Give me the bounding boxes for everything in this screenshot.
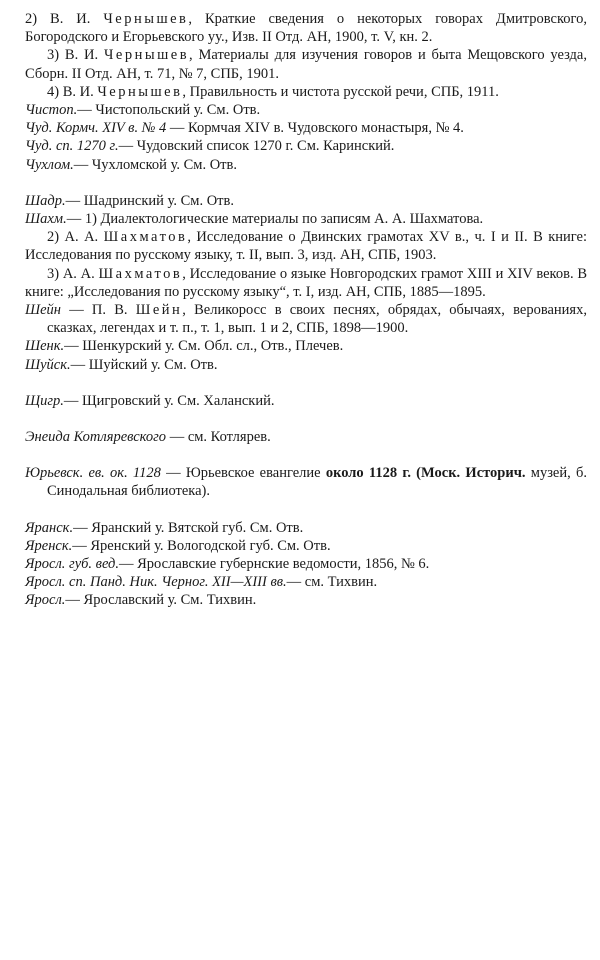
abbreviation-term: Шахм. [25,211,67,228]
abbreviation-term: Яранск. [25,519,74,536]
entry-text: — Ярославские губернские ведомости, 1856, № 6. [119,556,430,573]
abbreviation-entry [25,555,587,573]
author-name: Чернышев [103,47,190,64]
abbreviation-entry [25,591,587,609]
entry-text: — см. Тихвин. [286,574,378,591]
entry-text: — Юрьевское евангелие [160,465,326,482]
entry-text: , Правильность и чистота русской речи, СПБ, 1911. [182,83,499,100]
abbreviation-term: Щигр. [25,392,64,409]
entry-text: — Шадринский у. См. Отв. [65,192,234,209]
entry-text: — Щигровский у. См. Халанский. [63,392,275,409]
abbreviation-term: Яросл. [25,592,66,609]
entry-text: — см. Котлярев. [166,429,271,446]
entry-text: 2) В. И. [25,11,104,27]
abbreviation-term: Шейн [25,302,62,319]
abbreviation-term: Чуд. Кормч. XIV в. № 4 [25,120,167,137]
abbreviation-entry [25,101,587,119]
entry-text: — Яренский у. Вологодской губ. См. Отв. [72,537,331,554]
abbreviation-term: Яросл. губ. вед. [25,556,120,573]
entry-text: — П. В. [61,302,136,319]
author-name: Шейн [135,302,183,319]
section-gap [25,174,587,192]
abbreviation-entry [25,119,587,137]
author-name: Чернышев [103,11,189,27]
entry-text: 3) В. И. [47,47,104,64]
abbreviation-entry [25,464,587,500]
section-gap [25,410,587,428]
entry-text: 4) В. И. [47,83,98,100]
abbreviation-term: Яренск. [25,537,73,554]
entry-text: — Яранский у. Вятской губ. См. Отв. [73,519,304,536]
entry-text: — Чухломской у. См. Отв. [73,156,237,173]
author-name: Шахматов [98,265,183,282]
entry-text: , Исследование о языке Новгородских грамот XIII и XIV веков. В книге: „Исследования по русскому языку“, т. I, изд. АН, СПБ, 1885—1895. [25,265,587,300]
author-name: Чернышев [97,83,183,100]
entry-text: , Исследование о Двинских грамотах XV в., ч. I и II. В книге: Исследования по русскому языку, т. II, вып. 3, изд. АН, СПБ, 1903. [25,229,587,264]
abbreviation-entry [25,301,587,337]
abbreviation-entry [25,573,587,591]
entry-text: 3) А. А. [47,265,99,282]
abbreviation-entry [25,156,587,174]
entry-text: — 1) Диалектологические материалы по записям А. А. Шахматова. [66,211,484,228]
abbreviation-term: Шадр. [25,192,66,209]
entry-text: — Ярославский у. См. Тихвин. [65,592,257,609]
abbreviation-term: Чуд. сп. 1270 г. [25,138,119,155]
abbreviation-term: Чистоп. [25,102,78,119]
entry-text: музей, б. Синодальная библиотека). [47,465,587,500]
section-gap [25,446,587,464]
entry-text: 2) А. А. [47,229,104,246]
abbreviation-term: Энеида Котляревского [25,429,167,446]
abbreviation-term: Юрьевск. ев. ок. 1128 [25,465,161,482]
abbreviation-entry [25,428,587,446]
entry-text: — Чудовский список 1270 г. См. Каринский. [118,138,395,155]
abbreviation-entry [25,137,587,155]
entry-text: , Великоросс в своих песнях, обрядах, обычаях, верованиях, сказках, легендах и т. п., т. 1, вып. 1 и 2, СПБ, 1898—1900. [47,302,587,337]
abbreviation-term: Яросл. сп. Панд. Ник. Черног. XII—XIII вв. [25,574,287,591]
abbreviation-term: Шенк. [25,338,65,355]
entry-text: — Шуйский у. См. Отв. [70,356,218,373]
entry-text: — Кормчая XIV в. Чудовского монастыря, № 4. [166,120,464,137]
author-name: Шахматов [103,229,188,246]
abbreviation-entry [25,192,587,210]
reference-entry [25,265,587,301]
section-gap [25,374,587,392]
reference-entry [25,46,587,82]
reference-entry [25,83,587,101]
entry-text: около 1128 г. (Моск. Историч. [325,465,526,482]
abbreviation-entry [25,392,587,410]
entry-text: , Материалы для изучения говоров и быта Мещовского уезда, Сборн. II Отд. АН, т. 71, № 7, СПБ, 1901. [25,47,587,82]
abbreviation-term: Шуйск. [25,356,71,373]
entry-text: — Шенкурский у. См. Обл. сл., Отв., Плечев. [64,338,344,355]
reference-entry [25,228,587,264]
entry-text: , Краткие сведения о некоторых говорах Дмитровского, Богородского и Егорьевского уу., Изв. II Отд. АН, 1900, т. V, кн. 2. [25,11,587,46]
section-gap [25,501,587,519]
abbreviation-entry [25,356,587,374]
reference-entry [25,10,587,46]
abbreviation-entry [25,337,587,355]
entry-text: — Чистопольский у. См. Отв. [77,102,261,119]
abbreviation-entry [25,537,587,555]
abbreviation-entry [25,519,587,537]
abbreviation-term: Чухлом. [25,156,74,173]
abbreviation-entry [25,210,587,228]
abbreviation-list [25,10,587,610]
